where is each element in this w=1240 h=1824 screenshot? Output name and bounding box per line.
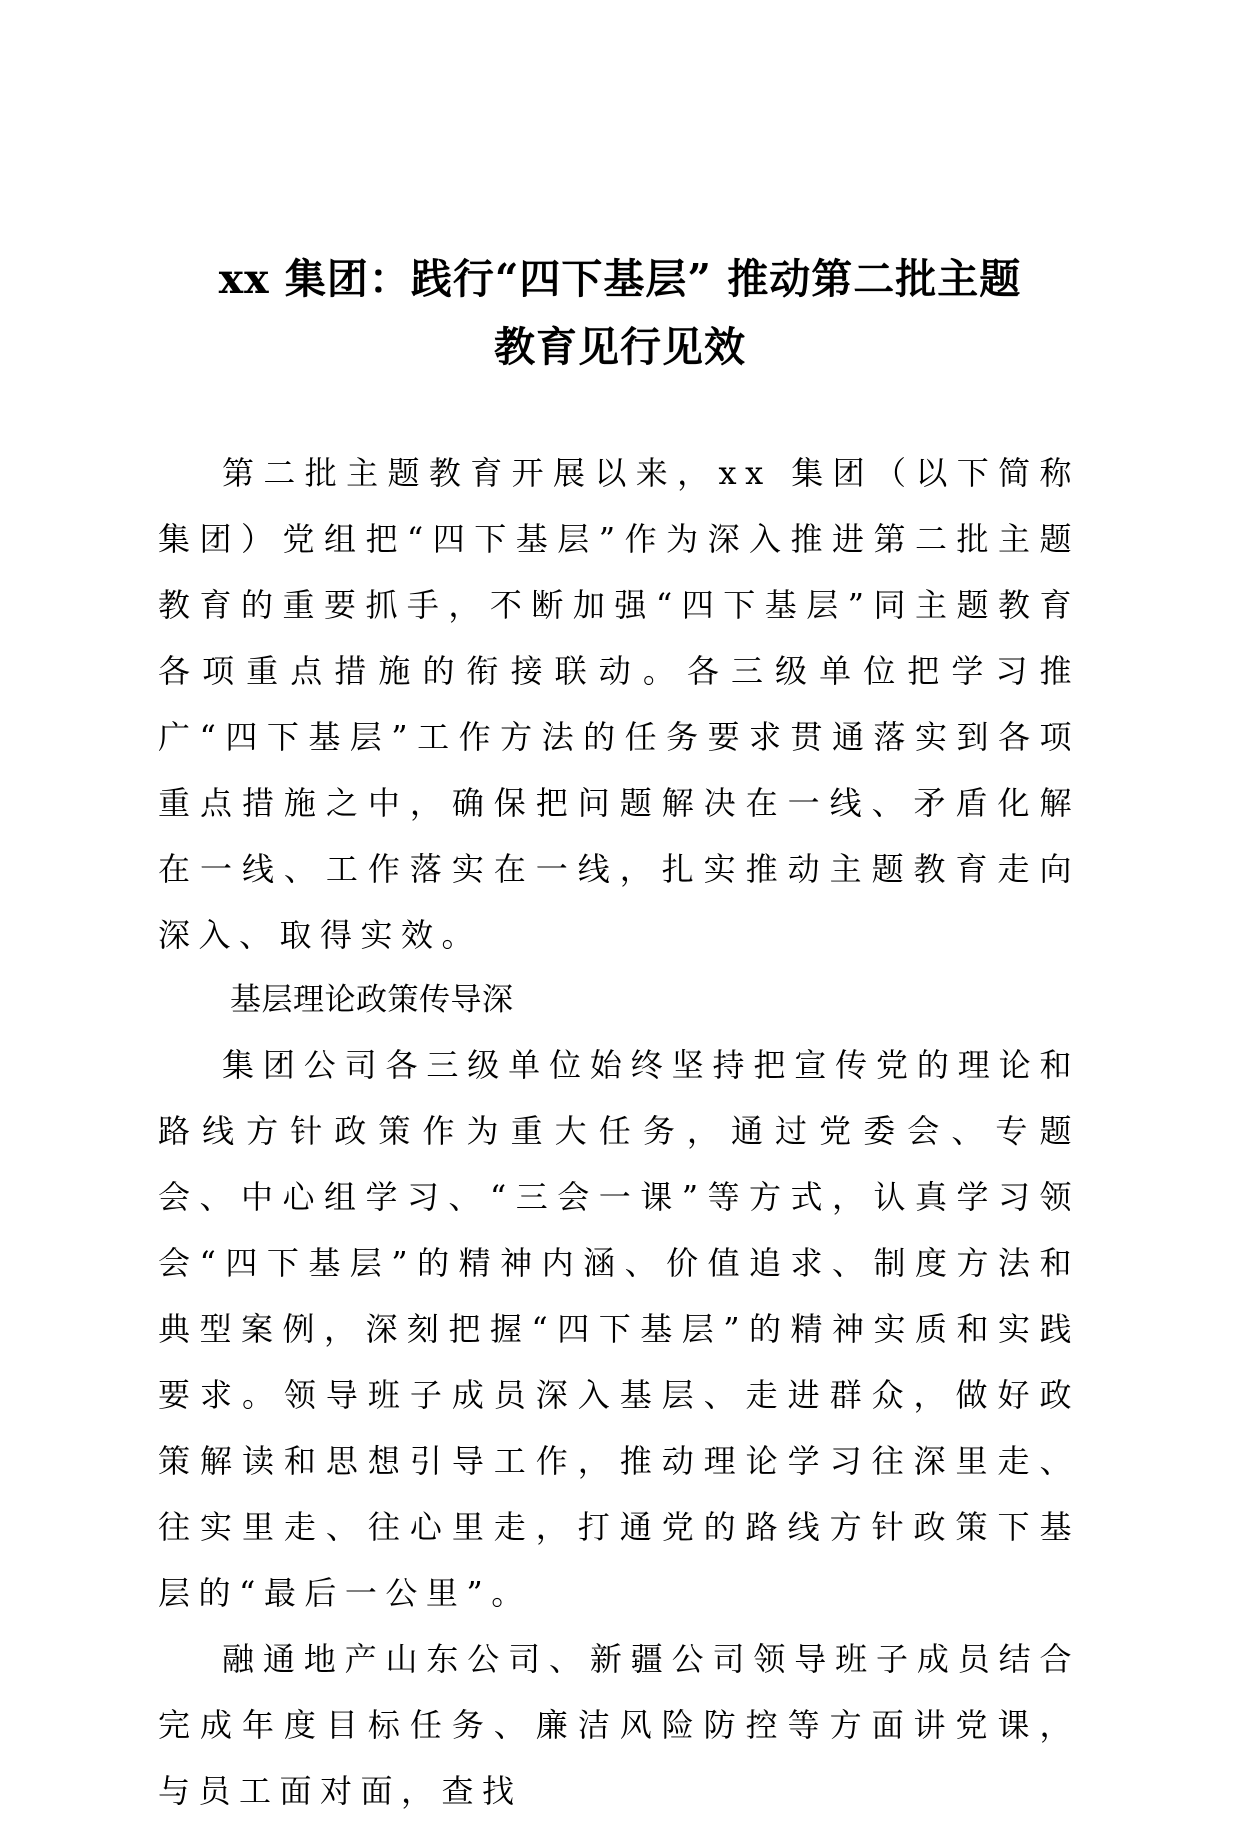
section-paragraph: 集团公司各三级单位始终坚持把宣传党的理论和路线方针政策作为重大任务，通过党委会、专题会、中心组学习、“三会一课”等方式，认真学习领会“四下基层”的精神内涵、价值追求、制度方法和典型案例，深刻把握“四下基层”的精神实质和实践要求。领导班子成员深入基层、走进群众，做好政策解读和思想引导工作，推动理论学习往深里走、往实里走、往心里走，打通党的路线方针政策下基层的“最后一公里”。 (158, 1046, 1080, 1612)
document-body (158, 440, 1080, 1824)
document-title (140, 245, 1100, 381)
title-line-1: xx 集团：践行“四下基层” 推动第二批主题 (218, 255, 1022, 304)
section-paragraph: 融通地产山东公司、新疆公司领导班子成员结合完成年度目标任务、廉洁风险防控等方面讲党课，与员工面对面，查找 (158, 1640, 1080, 1810)
section-heading: 基层理论政策传导深 (230, 982, 514, 1018)
intro-paragraph: 第二批主题教育开展以来，xx 集团（以下简称集团）党组把“四下基层”作为深入推进第二批主题教育的重要抓手，不断加强“四下基层”同主题教育各项重点措施的衔接联动。各三级单位把学习推广“四下基层”工作方法的任务要求贯通落实到各项重点措施之中，确保把问题解决在一线、矛盾化解在一线、工作落实在一线，扎实推动主题教育走向深入、取得实效。 (158, 454, 1080, 954)
title-line-2: 教育见行见效 (494, 323, 746, 372)
